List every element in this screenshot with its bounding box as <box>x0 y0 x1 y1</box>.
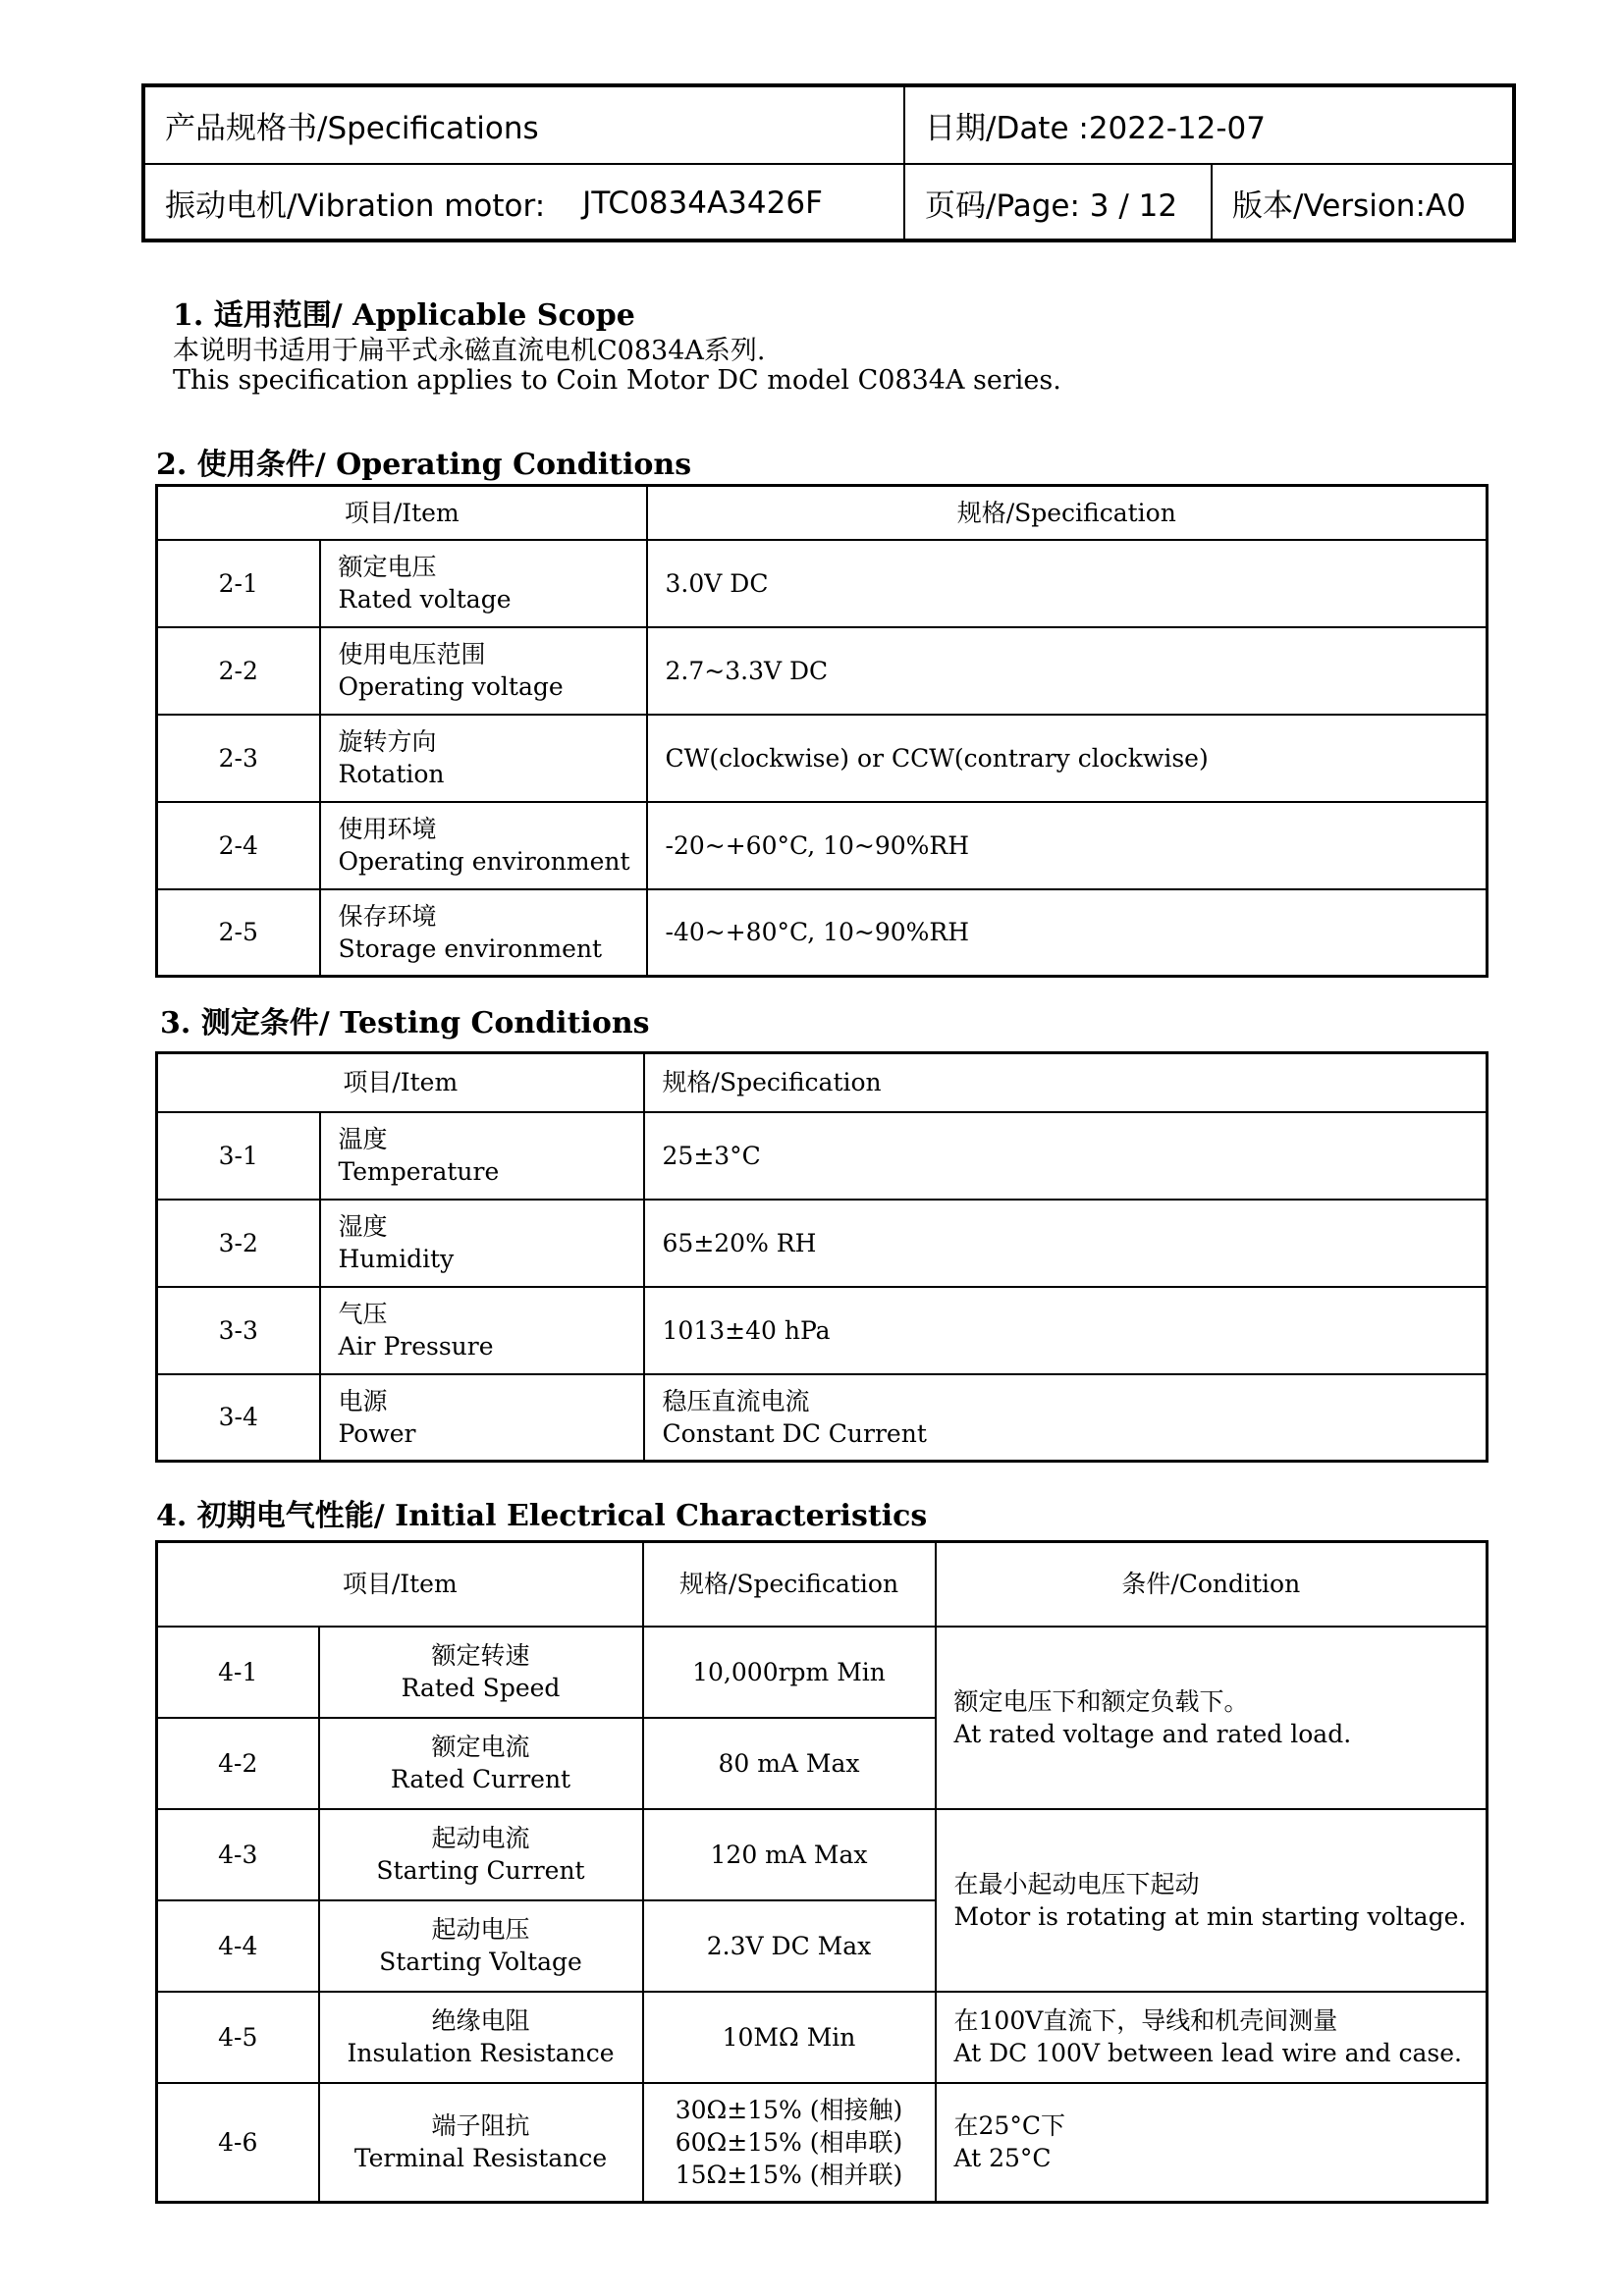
table-row <box>157 540 1488 627</box>
table-row <box>157 889 1488 977</box>
row-item <box>320 1200 644 1287</box>
section1-text-cn: 本说明书适用于扁平式永磁直流电机C0834A系列. <box>173 336 766 366</box>
header-spec: 规格/Specification <box>644 1053 1488 1112</box>
header-item: 项目/Item <box>157 1542 643 1627</box>
electrical-characteristics-table <box>155 1540 1489 2204</box>
section4-title: 4. 初期电气性能/ Initial Electrical Characteristics <box>156 1499 928 1533</box>
row-item <box>320 802 647 889</box>
row-spec: CW(clockwise) or CCW(contrary clockwise) <box>647 715 1488 802</box>
row-item <box>319 1900 643 1992</box>
item-cn: 气压 <box>338 1300 388 1328</box>
row-spec: 65±20% RH <box>644 1200 1488 1287</box>
row-item <box>319 1627 643 1718</box>
item-cn: 使用环境 <box>338 815 437 843</box>
condition-cn: 在100V直流下，导线和机壳间测量 <box>953 2006 1338 2035</box>
row-id: 3-3 <box>157 1287 320 1374</box>
spec-line: 15Ω±15% (相并联) <box>675 2160 903 2189</box>
row-id: 2-4 <box>157 802 320 889</box>
row-item <box>320 1287 644 1374</box>
doc-type: 产品规格书/Specifications <box>165 111 539 146</box>
section1-title: 1. 适用范围/ Applicable Scope <box>173 298 635 333</box>
row-id: 2-1 <box>157 540 320 627</box>
header-spec: 规格/Specification <box>647 486 1488 540</box>
version: 版本/Version:A0 <box>1232 188 1466 224</box>
spec-cn: 稳压直流电流 <box>662 1386 810 1415</box>
condition-cn: 在25°C下 <box>953 2111 1065 2141</box>
condition-cn: 额定电压下和额定负载下。 <box>953 1686 1249 1716</box>
row-item <box>319 2083 643 2203</box>
item-cn: 起动电压 <box>431 1915 530 1944</box>
row-item <box>320 1112 644 1200</box>
table-row <box>157 1112 1488 1200</box>
row-item <box>320 715 647 802</box>
row-spec <box>644 1374 1488 1462</box>
item-cn: 端子阻抗 <box>431 2111 530 2141</box>
row-id: 4-5 <box>157 1992 319 2083</box>
item-en: Starting Current <box>376 1856 585 1885</box>
item-en: Rated voltage <box>338 585 512 614</box>
table-row <box>157 1992 1488 2083</box>
item-en: Terminal Resistance <box>353 2144 608 2173</box>
section1-text-en: This specification applies to Coin Motor DC model C0834A series. <box>173 365 1061 396</box>
condition-en: Motor is rotating at min starting voltage. <box>953 1901 1467 1931</box>
item-en: Rated Speed <box>401 1674 561 1702</box>
condition-insulation <box>936 1992 1488 2083</box>
row-id: 2-2 <box>157 627 320 715</box>
row-item <box>320 889 647 977</box>
item-en: Air Pressure <box>338 1332 494 1361</box>
row-item <box>320 627 647 715</box>
spec-en: Constant DC Current <box>662 1418 927 1448</box>
row-id: 4-3 <box>157 1809 319 1900</box>
row-item <box>319 1992 643 2083</box>
row-spec <box>643 2083 936 2203</box>
header-item: 项目/Item <box>157 486 647 540</box>
item-en: Storage environment <box>338 934 603 963</box>
item-en: Operating voltage <box>338 672 564 701</box>
condition-cn: 在最小起动电压下起动 <box>953 1869 1200 1898</box>
table-header-row <box>157 1542 1488 1627</box>
item-cn: 旋转方向 <box>338 727 437 756</box>
page-number: 页码/Page: 3 / 12 <box>925 188 1178 224</box>
row-spec: 120 mA Max <box>643 1809 936 1900</box>
row-id: 2-3 <box>157 715 320 802</box>
table-row <box>157 1627 1488 1718</box>
item-en: Humidity <box>338 1245 455 1273</box>
item-en: Rated Current <box>390 1765 571 1793</box>
item-cn: 额定电压 <box>338 553 437 581</box>
section3-title: 3. 测定条件/ Testing Conditions <box>160 1006 650 1041</box>
item-cn: 电源 <box>338 1386 388 1415</box>
item-cn: 使用电压范围 <box>338 640 486 668</box>
product-label: 振动电机/Vibration motor: <box>165 188 546 224</box>
condition-en: At DC 100V between lead wire and case. <box>953 2039 1463 2067</box>
row-spec: 25±3°C <box>644 1112 1488 1200</box>
table-row <box>157 1200 1488 1287</box>
table-row <box>157 1287 1488 1374</box>
table-row <box>157 627 1488 715</box>
item-cn: 湿度 <box>338 1212 388 1241</box>
row-spec: 2.3V DC Max <box>643 1900 936 1992</box>
item-en: Rotation <box>338 760 445 788</box>
table-row <box>157 715 1488 802</box>
document-header <box>141 83 1516 242</box>
item-en: Starting Voltage <box>379 1948 582 1976</box>
condition-en: At rated voltage and rated load. <box>953 1719 1352 1748</box>
table-row <box>157 2083 1488 2203</box>
item-en: Operating environment <box>338 847 630 876</box>
row-spec: 3.0V DC <box>647 540 1488 627</box>
item-cn: 温度 <box>338 1125 388 1153</box>
item-en: Insulation Resistance <box>347 2039 615 2067</box>
table-header-row <box>157 486 1488 540</box>
item-cn: 额定电流 <box>431 1733 530 1761</box>
product-line <box>145 165 903 240</box>
row-id: 4-4 <box>157 1900 319 1992</box>
condition-en: At 25°C <box>953 2144 1052 2173</box>
row-spec: -40~+80°C, 10~90%RH <box>647 889 1488 977</box>
table-row <box>157 1374 1488 1462</box>
section2-title: 2. 使用条件/ Operating Conditions <box>156 448 692 482</box>
row-item <box>320 1374 644 1462</box>
table-row <box>157 1809 1488 1900</box>
row-spec: 10,000rpm Min <box>643 1627 936 1718</box>
item-en: Temperature <box>338 1157 500 1186</box>
row-spec: 80 mA Max <box>643 1718 936 1809</box>
item-en: Power <box>338 1418 416 1448</box>
row-id: 2-5 <box>157 889 320 977</box>
header-item: 项目/Item <box>157 1053 644 1112</box>
item-cn: 绝缘电阻 <box>431 2006 530 2035</box>
item-cn: 保存环境 <box>338 901 437 931</box>
doc-date: 日期/Date :2022-12-07 <box>925 111 1266 146</box>
row-id: 3-1 <box>157 1112 320 1200</box>
row-id: 4-6 <box>157 2083 319 2203</box>
operating-conditions-table <box>155 484 1489 978</box>
row-item <box>319 1718 643 1809</box>
condition-terminal <box>936 2083 1488 2203</box>
row-item <box>320 540 647 627</box>
header-condition: 条件/Condition <box>936 1542 1488 1627</box>
item-cn: 起动电流 <box>431 1824 530 1852</box>
row-spec: 2.7~3.3V DC <box>647 627 1488 715</box>
header-spec: 规格/Specification <box>643 1542 936 1627</box>
row-id: 3-4 <box>157 1374 320 1462</box>
condition-rated <box>936 1627 1488 1809</box>
row-spec: 10MΩ Min <box>643 1992 936 2083</box>
row-id: 4-1 <box>157 1627 319 1718</box>
row-spec: -20~+60°C, 10~90%RH <box>647 802 1488 889</box>
row-spec: 1013±40 hPa <box>644 1287 1488 1374</box>
item-cn: 额定转速 <box>431 1641 530 1670</box>
table-row <box>157 802 1488 889</box>
model-number: JTC0834A3426F <box>582 185 823 221</box>
spec-line: 60Ω±15% (相串联) <box>675 2127 903 2157</box>
testing-conditions-table <box>155 1051 1489 1463</box>
row-id: 4-2 <box>157 1718 319 1809</box>
condition-starting <box>936 1809 1488 1992</box>
spec-line: 30Ω±15% (相接触) <box>675 2095 903 2124</box>
row-id: 3-2 <box>157 1200 320 1287</box>
row-item <box>319 1809 643 1900</box>
table-header-row <box>157 1053 1488 1112</box>
